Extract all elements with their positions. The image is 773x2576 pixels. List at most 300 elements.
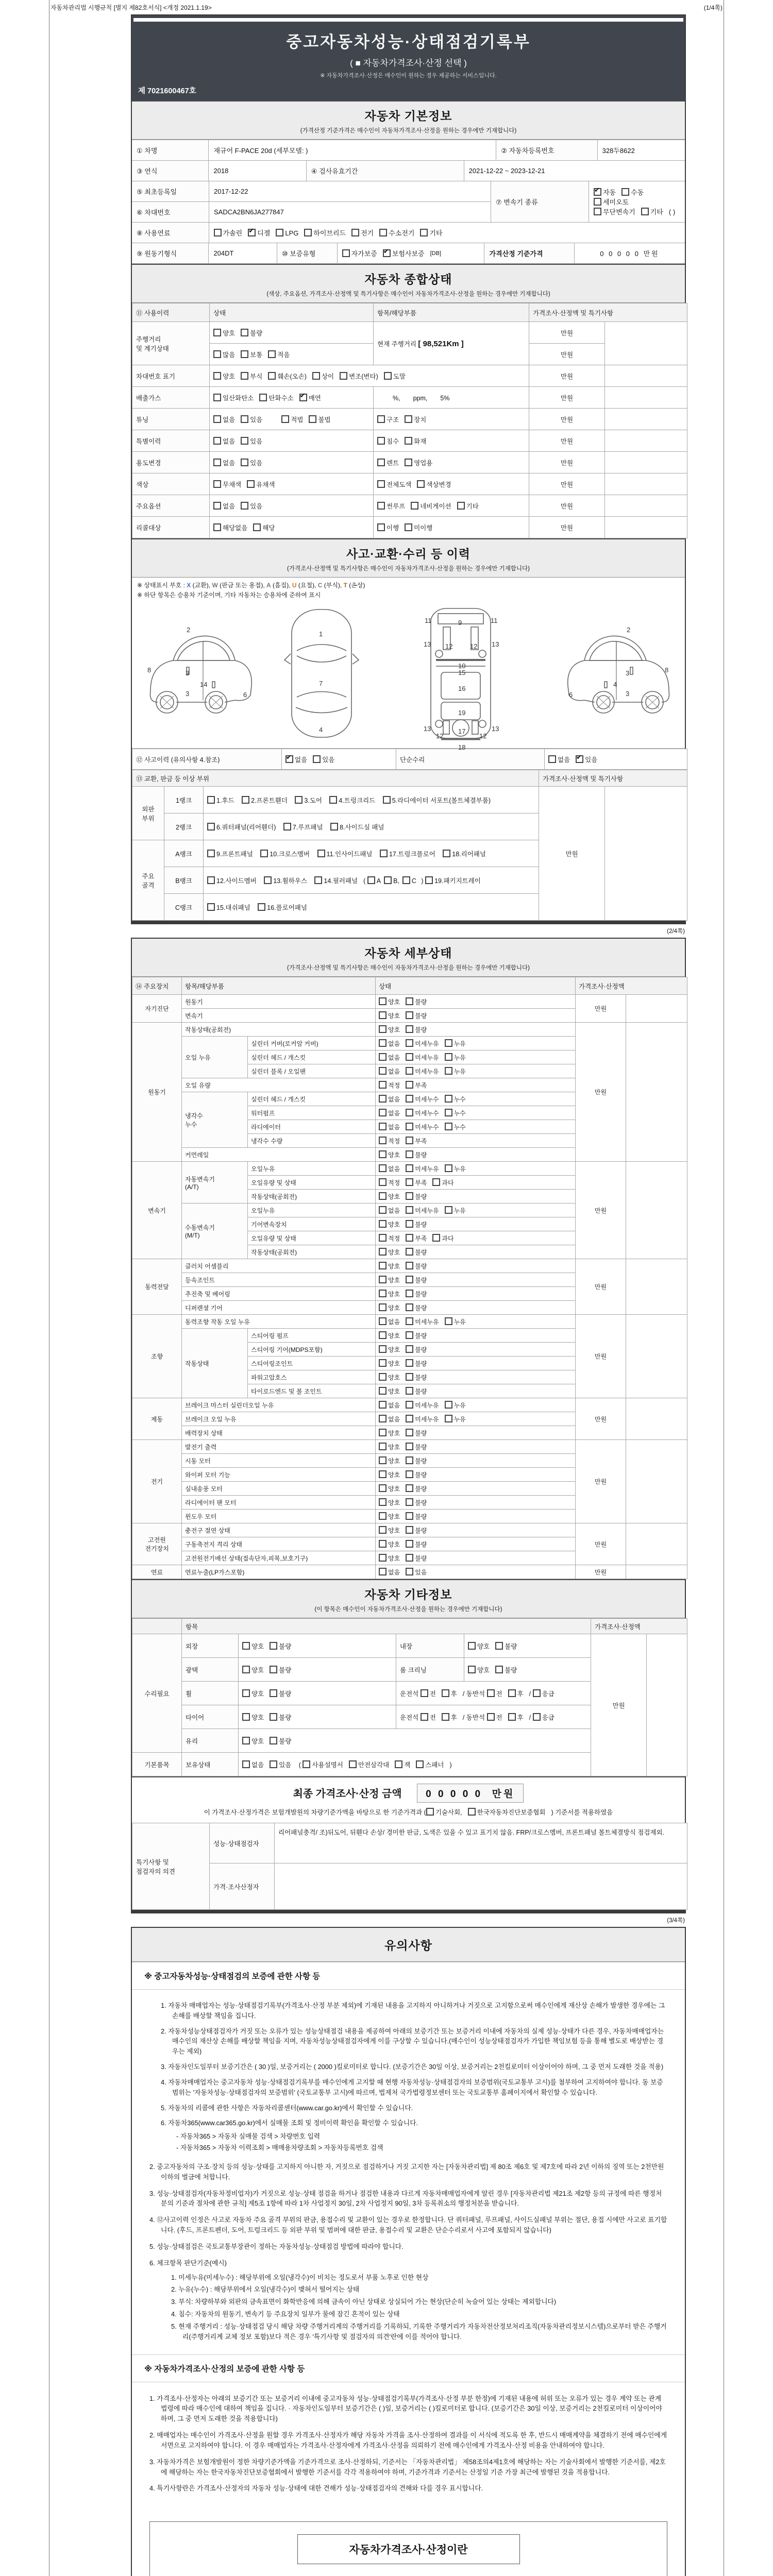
table-row bbox=[132, 1023, 687, 1037]
state-cell bbox=[210, 473, 374, 495]
checkbox-icon bbox=[349, 1760, 357, 1768]
checkbox-option: 부족 bbox=[406, 1178, 427, 1187]
notice-item: 2. 중고자동차의 구조·장치 등의 성능·상태를 고지하지 아니한 자, 거짓으로 점검하거나 거짓 고지한 자는 [자동차관리법] 제 80조 제6호 및 제7호에 따라 2년 이하의 징역 또는 2천만원 이하의 벌금에 처합니다. bbox=[149, 2162, 664, 2181]
checkbox-option: 불량 bbox=[406, 1025, 427, 1034]
checkbox-option: 불량 bbox=[406, 1345, 427, 1354]
checkbox-icon bbox=[384, 372, 392, 380]
checkbox-icon bbox=[405, 437, 412, 445]
section-title: 자동차 기타정보 bbox=[364, 1588, 452, 1601]
rank-label: C랭크 bbox=[164, 894, 204, 921]
checkbox-icon bbox=[379, 1401, 386, 1409]
checkbox-icon bbox=[406, 997, 413, 1005]
checkbox-option: 기술사회, bbox=[426, 1807, 462, 1817]
field-label: ⑥ 차대번호 bbox=[132, 202, 209, 223]
checkbox-icon bbox=[242, 1760, 250, 1768]
state-cell bbox=[376, 1106, 576, 1120]
item-cell: 오일누유 bbox=[248, 1204, 376, 1217]
checkbox-icon bbox=[443, 850, 450, 857]
checkbox-icon bbox=[264, 876, 272, 884]
checkbox-icon bbox=[379, 1150, 386, 1158]
checkbox-icon bbox=[416, 1760, 424, 1768]
item-cell: 기어변속장치 bbox=[248, 1217, 376, 1231]
row-label: 광택 bbox=[182, 1658, 239, 1682]
vehicle-diagram bbox=[132, 602, 685, 751]
checkbox-option: 불량 bbox=[406, 1512, 427, 1521]
checkbox-option: 미세누유 bbox=[406, 1039, 439, 1048]
checkbox-option: 도말 bbox=[384, 371, 406, 381]
checkbox-icon bbox=[406, 1206, 413, 1214]
item-cell bbox=[374, 517, 529, 538]
price-cell: 만원 bbox=[529, 409, 605, 430]
checkbox-icon bbox=[445, 1401, 452, 1409]
sub-label: 오일 누유 bbox=[182, 1037, 248, 1078]
state-cell bbox=[376, 1287, 576, 1301]
svg-text:3: 3 bbox=[626, 690, 630, 698]
checkbox-option: 있음 bbox=[241, 458, 262, 467]
checkbox-icon bbox=[213, 459, 221, 466]
state-cell bbox=[239, 1634, 396, 1658]
row-label: 외장 bbox=[182, 1634, 239, 1658]
item-cell: 운전석 전 후 / 동반석 전 후 / 응급 bbox=[396, 1682, 591, 1705]
fuel-options bbox=[209, 223, 685, 243]
item-cell: 배력장치 상태 bbox=[182, 1426, 376, 1440]
section-title: 유의사항 bbox=[384, 1939, 432, 1952]
checkbox-icon bbox=[260, 850, 268, 857]
checkbox-option: 훼손(오손) bbox=[268, 371, 307, 381]
checkbox-icon bbox=[406, 1512, 413, 1520]
item-cell: 실린더 헤드 / 개스킷 bbox=[248, 1092, 376, 1106]
checkbox-icon bbox=[329, 796, 337, 804]
item-cell: 실내송풍 모터 bbox=[182, 1482, 376, 1496]
checkbox-option: 14.필러패널 bbox=[314, 876, 358, 885]
checkbox-icon bbox=[367, 876, 375, 884]
checkbox-icon bbox=[594, 208, 601, 215]
price-cell: 만원 bbox=[539, 787, 605, 921]
checkbox-icon bbox=[445, 1164, 452, 1172]
state-cell bbox=[376, 1162, 576, 1176]
checkbox-icon bbox=[304, 229, 312, 236]
checkbox-icon bbox=[379, 1137, 386, 1144]
svg-text:19: 19 bbox=[458, 709, 466, 717]
checkbox-icon bbox=[379, 1443, 386, 1450]
checkbox-icon bbox=[406, 1373, 413, 1381]
svg-text:2: 2 bbox=[187, 626, 191, 634]
state-cell bbox=[282, 749, 396, 770]
checkbox-option: 미세누수 bbox=[406, 1095, 439, 1104]
col-header: 항목/해당부품 bbox=[182, 977, 376, 995]
checkbox-icon bbox=[313, 755, 321, 763]
state-cell bbox=[210, 430, 374, 452]
state-cell bbox=[239, 1729, 591, 1753]
checkbox-icon bbox=[421, 1713, 428, 1721]
section-note: (가격조사·산정액 및 특기사항은 매수인이 자동차가격조사·산정을 원하는 경우에만 기재합니다) bbox=[287, 566, 530, 572]
row-label: 유리 bbox=[182, 1729, 239, 1753]
svg-text:15: 15 bbox=[458, 669, 466, 676]
checkbox-option: 있음 bbox=[406, 1568, 427, 1577]
checkbox-icon bbox=[213, 329, 221, 336]
item-cell bbox=[374, 495, 529, 517]
item-cell: 파워고압호스 bbox=[248, 1370, 376, 1384]
checkbox-option: 과다 bbox=[432, 1178, 453, 1187]
svg-text:3: 3 bbox=[186, 690, 190, 698]
checkbox-option: 없음 bbox=[379, 1164, 400, 1173]
table-row bbox=[132, 1259, 687, 1273]
checkbox-option: 불량 bbox=[406, 997, 427, 1006]
notice-item: 3. 자동차인도일부터 보증기간은 ( 30 )일, 보증거리는 ( 2000 )킬로미터로 합니다. (보증기간은 30일 이상, 보증거리는 2천킬로미터 이상이어야 하며, 그 중 먼저 도래한 것을 적용) bbox=[161, 2063, 664, 2071]
field-value: SADCA2BN6JA277847 bbox=[209, 202, 491, 223]
checkbox-icon bbox=[342, 249, 350, 257]
checkbox-icon bbox=[379, 1081, 386, 1089]
state-cell bbox=[376, 1523, 576, 1537]
checkbox-option: 전 bbox=[487, 1689, 502, 1698]
checkbox-option: 무단변속기 bbox=[594, 207, 635, 216]
group-label: 변속기 bbox=[132, 1162, 182, 1259]
checkbox-icon bbox=[330, 823, 338, 831]
price-cell: 만원 bbox=[529, 344, 605, 365]
checkbox-icon bbox=[268, 372, 276, 380]
panel-items bbox=[204, 787, 539, 814]
checkbox-option: 불법 bbox=[309, 415, 330, 424]
state-symbol: T bbox=[343, 582, 347, 589]
checkbox-option: 누유 bbox=[445, 1053, 466, 1062]
checkbox-icon bbox=[379, 1387, 386, 1395]
item-cell: 브레이크 오일 누유 bbox=[182, 1412, 376, 1426]
field-value: 2017-12-22 bbox=[209, 181, 491, 202]
notice-item: 2. 매매업자는 매수인이 가격조사·산정을 원할 경우 가격조사·산정자가 해당 자동차 가격을 조사·산정하여 결과를 이 서식에 적도록 한 후, 반드시 매매계약을 체결하기 전에 매수인에게 서면으로 고지하여야 합니다. 이 경우 매매업자는 가격조사·산정자에게 가격조사·산정을 의뢰하기 전에 매수인에게 가격조사·산정 비용을 안내하여야 합니다. bbox=[149, 2431, 667, 2449]
document-subnote: ※ 자동차가격조사·산정은 매수인이 원하는 경우 제공하는 서비스입니다. bbox=[320, 73, 497, 79]
checkbox-option: 양호 bbox=[379, 1011, 400, 1020]
price-cell: 만원 bbox=[529, 387, 605, 409]
checkbox-icon bbox=[379, 1456, 386, 1464]
page2-block bbox=[131, 938, 686, 1913]
notice-item: 4. 자동차매매업자는 중고자동차 성능·상태점검기록부를 매수인에게 고지할 때 현행 자동차성능·상태점검자의 보증범위(국토교통부 고시)를 첨부하여 고지하여야 합니다. 동 보증범위는 '자동차성능·상태점검자의 보증범위' (국토교통부 고시)에 따르며, 법제처 국가법령정보센터 또는 국토교통부 홈페이지에서 확인할 수 있습니다. bbox=[161, 2078, 663, 2096]
checkbox-option: ✔ 디젤 bbox=[248, 228, 270, 238]
state-cell bbox=[376, 1329, 576, 1343]
note-cell bbox=[605, 517, 687, 538]
item-cell: 현재 주행거리 [ 98,521Km ] bbox=[374, 322, 529, 365]
checkbox-icon bbox=[406, 1109, 413, 1116]
checkbox-icon bbox=[406, 1039, 413, 1047]
checkbox-option: 양호 bbox=[379, 1345, 400, 1354]
checkbox-option: 적정 bbox=[379, 1178, 400, 1187]
svg-text:2: 2 bbox=[627, 626, 631, 634]
accident-history-table bbox=[132, 749, 687, 770]
row-label: 단순수리 bbox=[396, 749, 545, 770]
svg-text:12: 12 bbox=[445, 642, 453, 650]
row-label: 주행거리 및 계기상태 bbox=[132, 322, 210, 365]
svg-text:14: 14 bbox=[200, 681, 208, 688]
checkbox-icon bbox=[411, 502, 418, 510]
item-cell: 동력조향 작동 오일 누유 bbox=[182, 1315, 376, 1329]
item-cell: %, ppm, 5% bbox=[374, 387, 529, 409]
svg-text:10: 10 bbox=[458, 662, 466, 670]
state-symbol: X bbox=[187, 582, 191, 589]
checkbox-icon bbox=[406, 1067, 413, 1075]
checkbox-icon bbox=[432, 1234, 440, 1242]
checkbox-option: 미세누유 bbox=[406, 1317, 439, 1326]
checkbox-option: 11.인사이드패널 bbox=[317, 849, 373, 858]
checkbox-option: 유채색 bbox=[247, 480, 275, 489]
notice-item: 5. 성능·상태점검은 국토교통부장관이 정하는 자동차성능·상태점검 방법에 따라야 합니다. bbox=[149, 2242, 404, 2250]
item-cell: 원동기 bbox=[182, 995, 376, 1009]
state-cell bbox=[210, 322, 374, 344]
checkbox-option: 불량 bbox=[406, 1387, 427, 1396]
col-header: 항목/해당부품 bbox=[374, 303, 529, 322]
checkbox-option: 기타 bbox=[641, 207, 663, 216]
svg-text:13: 13 bbox=[424, 725, 431, 733]
checkbox-icon bbox=[445, 1039, 452, 1047]
detail-status-table bbox=[132, 977, 687, 1579]
state-cell bbox=[376, 1398, 576, 1412]
checkbox-option: 누유 bbox=[445, 1067, 466, 1076]
item-cell: 고전원전기배선 상태(접속단자,피복,보호기구) bbox=[182, 1551, 376, 1565]
checkbox-icon bbox=[241, 459, 248, 466]
table-row bbox=[132, 430, 687, 452]
checkbox-option: 후 bbox=[442, 1689, 457, 1698]
table-row bbox=[132, 365, 687, 387]
checkbox-option: 불량 bbox=[270, 1665, 291, 1674]
checkbox-icon bbox=[406, 1011, 413, 1019]
table-row bbox=[132, 517, 687, 538]
checkbox-option: 19.패키지트레이 bbox=[425, 876, 481, 885]
checkbox-icon bbox=[533, 1713, 541, 1721]
row-label: 휠 bbox=[182, 1682, 239, 1705]
document-number: 제 7021600467호 bbox=[138, 87, 196, 95]
checkbox-icon bbox=[495, 1666, 503, 1673]
state-cell bbox=[376, 1357, 576, 1370]
checkbox-option: 없음 bbox=[379, 1401, 400, 1410]
notice-item: 3. 성능·상태점검자(자동차정비업자)가 거짓으로 성능·상태 점검을 하거나 점검한 내용과 다르게 자동차매매업자에게 알린 경우 [자동차관리법 제21조 제2항 등의 규정에 따른 행정처분의 기준과 절차에 관한 규칙] 제5조 1항에 따라 1차 사업정지 30일, 2차 사업정지 90일, 3차 등록취소의 행정처분을 받습니다. bbox=[149, 2189, 662, 2208]
checkbox-option: 없음 bbox=[379, 1415, 400, 1423]
field-value: 328두8622 bbox=[598, 140, 685, 161]
price-cell: 만원 bbox=[576, 995, 626, 1023]
item-cell: 스티어링 기어(MDPS포함) bbox=[248, 1343, 376, 1357]
checkbox-option: 양호 bbox=[379, 1150, 400, 1159]
checkbox-icon bbox=[270, 1760, 277, 1768]
svg-text:8: 8 bbox=[665, 666, 669, 674]
form-meta-row bbox=[49, 1, 724, 14]
checkbox-option: 불량 bbox=[406, 1540, 427, 1549]
section-title: 사고·교환·수리 등 이력 bbox=[346, 547, 471, 561]
checkbox-option: 누유 bbox=[445, 1164, 466, 1173]
checkbox-option: LPG bbox=[276, 229, 298, 237]
checkbox-icon bbox=[213, 415, 221, 423]
notice-criteria-item: 1. 미세누유(미세누수) : 해당부위에 오일(냉각수)이 비치는 정도로서 부품 노후로 인한 현상 bbox=[171, 2273, 429, 2281]
section-detail-header bbox=[132, 939, 685, 977]
row-label: 성능·상태점검자 bbox=[210, 1823, 275, 1863]
checkbox-option: 응급 bbox=[533, 1689, 554, 1698]
item-cell: 작동상태(공회전) bbox=[182, 1023, 376, 1037]
sub-label: 자동변속기 (A/T) bbox=[182, 1162, 248, 1204]
checked-checkbox-icon bbox=[248, 229, 256, 236]
svg-text:3: 3 bbox=[186, 669, 190, 677]
checkbox-option: 해당없음 bbox=[213, 523, 247, 532]
checkbox-icon bbox=[379, 1554, 386, 1562]
col-header: 가격조사·산정액 bbox=[591, 1619, 687, 1634]
checkbox-icon bbox=[445, 1317, 452, 1325]
checkbox-option: 해당 bbox=[253, 523, 275, 532]
row-label: 리콜대상 bbox=[132, 517, 210, 538]
checkbox-option: 불량 bbox=[406, 1262, 427, 1270]
final-price-label: 최종 가격조사·산정 금액 bbox=[293, 1788, 402, 1800]
state-cell bbox=[376, 1496, 576, 1510]
checkbox-option: 적정 bbox=[379, 1137, 400, 1145]
checkbox-option: 없음 bbox=[213, 458, 235, 467]
checkbox-icon bbox=[241, 502, 248, 510]
table-row bbox=[132, 749, 687, 770]
notice-criteria-item: 3. 부식: 차량하부와 외판의 금속표면이 화학반응에 의해 금속이 아닌 상태로 상실되어 가는 현상(단순히 녹슬어 있는 상태는 제외합니다) bbox=[171, 2298, 557, 2306]
checkbox-icon bbox=[340, 372, 347, 380]
note-cell bbox=[605, 495, 687, 517]
checkbox-option: 있음 bbox=[241, 501, 262, 511]
checkbox-option: ✔ 없음 bbox=[285, 755, 307, 764]
checkbox-icon bbox=[241, 350, 248, 358]
checkbox-icon bbox=[213, 350, 221, 358]
notice-item: 1. 자동차 매매업자는 성능·상태점검기록부(가격조사·산정 부분 제외)에 기재된 내용을 고지하지 아니하거나 거짓으로 고지함으로써 매수인에게 재산상 손해가 발생한 경우에는 그 손해를 배상할 책임을 집니다. bbox=[161, 2002, 665, 2020]
checkbox-icon bbox=[377, 523, 385, 531]
checkbox-icon bbox=[379, 1248, 386, 1256]
state-cell bbox=[376, 1273, 576, 1287]
note-cell bbox=[605, 409, 687, 430]
checkbox-option: 양호 bbox=[213, 371, 235, 381]
checkbox-option: 없음 bbox=[213, 415, 235, 424]
price-appraisal-box bbox=[149, 2521, 667, 2576]
document-subtitle: ( ■ 자동차가격조사·산정 선택 ) bbox=[350, 58, 467, 68]
checkbox-icon bbox=[395, 1760, 402, 1768]
checkbox-option: 양호 bbox=[468, 1665, 490, 1674]
group-label: 기본품목 bbox=[132, 1753, 182, 1776]
state-cell bbox=[376, 1259, 576, 1273]
checkbox-icon bbox=[442, 1689, 449, 1697]
checkbox-icon bbox=[641, 208, 649, 215]
checkbox-option: 양호 bbox=[379, 1303, 400, 1312]
checkbox-icon bbox=[317, 850, 325, 857]
group-label: 연료 bbox=[132, 1565, 182, 1579]
price-cell: 만원 bbox=[529, 322, 605, 344]
notice-item: 2. 자동차성능상태점검자가 거짓 또는 오류가 있는 성능상태점검 내용을 제공하여 아래의 보증기간 또는 보증거리 이내에 자동차의 실제 성능·상태가 다른 경우, 자동차매매업자는 매수인의 재산상 손해를 배상할 책임을 지며, 자동차성능상태점검자에게 이를 구상할 수 있습니다.(매수인이 성능상태점검자가 가입한 책임보험 등을 통해 별도로 배상받는 경우는 제외) bbox=[161, 2027, 664, 2056]
checkbox-icon bbox=[406, 1220, 413, 1228]
field-label: ③ 연식 bbox=[132, 161, 209, 181]
group-label: 조향 bbox=[132, 1315, 182, 1398]
checkbox-option: 양호 bbox=[379, 1331, 400, 1340]
page1-block bbox=[131, 14, 686, 924]
svg-text:13: 13 bbox=[492, 640, 499, 648]
document-title: 중고자동차성능·상태점검기록부 bbox=[286, 33, 531, 51]
state-cell bbox=[376, 1315, 576, 1329]
checkbox-option: 응급 bbox=[533, 1713, 554, 1722]
checkbox-option: 불량 bbox=[406, 1248, 427, 1257]
notice-bullet: - 자동차365 > 자동차 이력조회 > 매매용차량조회 > 자동차등록번호 검색 bbox=[176, 2144, 383, 2152]
svg-text:3: 3 bbox=[626, 669, 630, 677]
checkbox-option: 불량 bbox=[406, 1456, 427, 1465]
checkbox-option: 기타 bbox=[420, 228, 442, 238]
checkbox-option: ✔ 매연 bbox=[299, 393, 321, 402]
table-row bbox=[132, 409, 687, 430]
checkbox-icon bbox=[406, 1164, 413, 1172]
checkbox-option: 양호 bbox=[379, 1220, 400, 1229]
state-cell bbox=[376, 1064, 576, 1078]
checkbox-option: 불량 bbox=[406, 1359, 427, 1368]
checkbox-icon bbox=[533, 1689, 541, 1697]
state-cell bbox=[376, 1482, 576, 1496]
notice-item: 4. ⑫사고이력 인정은 사고로 자동차 주요 골격 부위의 판금, 용접수리 및 교환이 있는 경우로 한정합니다. 단 쿼터패널, 루프패널, 사이드실패널 부위는 절단, 용접 시에만 사고로 표기합니다. (후드, 프론트펜더, 도어, 트렁크리드 등 외판 부위 및 범퍼에 대한 판금, 용접수리 및 교환은 단순수리로서 사고에 포함되지 않습니다) bbox=[149, 2216, 667, 2234]
price-appraisal-box-title: 자동차가격조사·산정이란 bbox=[297, 2534, 520, 2564]
item-cell: 실린더 커버(로커암 커버) bbox=[248, 1037, 376, 1050]
section-title: 자동차 기본정보 bbox=[364, 109, 452, 123]
checkbox-icon bbox=[241, 437, 248, 445]
checkbox-option: 6.쿼터패널(리어휀더) bbox=[207, 822, 276, 832]
checkbox-option: 누유 bbox=[445, 1317, 466, 1326]
checkbox-icon bbox=[379, 1123, 386, 1130]
checkbox-icon bbox=[379, 1276, 386, 1283]
section-note: (가격조사·산정액 및 특기사항은 매수인이 자동차가격조사·산정을 원하는 경우에만 기재합니다) bbox=[287, 965, 530, 971]
item-cell: 작동상태(공회전) bbox=[248, 1245, 376, 1259]
checkbox-icon bbox=[213, 394, 221, 401]
state-cell bbox=[376, 1301, 576, 1315]
checkbox-icon bbox=[405, 459, 412, 466]
svg-text:13: 13 bbox=[424, 640, 431, 648]
checkbox-option: 적음 bbox=[268, 350, 290, 359]
notice-item: 3. 자동차가격은 보험개발원이 정한 차량기준가액을 기준가격으로 조사·산정하되, 기준서는 「자동차관리법」 제58조의4제1호에 해당하는 자는 기술사회에서 발행한 기준서를, 제2호에 해당하는 자는 한국자동차진단보증협회에서 발행한 기준서를 각각 적용하여야 하며, 기준가격과 기준서는 산정일 기준 가장 최근에 발행된 것을 적용합니다. bbox=[149, 2458, 666, 2476]
checkbox-icon bbox=[276, 229, 283, 236]
checkbox-icon bbox=[377, 480, 385, 488]
section-note: (이 항목은 매수인이 자동차가격조사·산정을 원하는 경우에만 기재합니다) bbox=[314, 1606, 502, 1613]
checkbox-option: 없음 bbox=[379, 1109, 400, 1117]
checkbox-icon bbox=[242, 1666, 250, 1673]
checkbox-option: 부족 bbox=[406, 1081, 427, 1090]
state-cell bbox=[210, 517, 374, 538]
row-label: 색상 bbox=[132, 473, 210, 495]
checkbox-icon bbox=[406, 1359, 413, 1367]
checkbox-option: 10.크로스멤버 bbox=[260, 849, 310, 858]
item-cell: 커먼레일 bbox=[182, 1148, 376, 1162]
checkbox-option: 미세누수 bbox=[406, 1123, 439, 1131]
row-label: 타이어 bbox=[182, 1705, 239, 1729]
checkbox-option: 색상변경 bbox=[417, 480, 451, 489]
price-cell: 만원 bbox=[576, 1523, 626, 1565]
checkbox-option: 무채색 bbox=[213, 480, 241, 489]
checkbox-option: 9.프론트패널 bbox=[207, 849, 253, 858]
checked-checkbox-icon bbox=[285, 755, 293, 763]
note-cell bbox=[605, 473, 687, 495]
checkbox-icon bbox=[406, 1345, 413, 1353]
checkbox-icon bbox=[379, 1470, 386, 1478]
checkbox-icon bbox=[207, 850, 215, 857]
price-cell: 만원 bbox=[576, 1565, 626, 1579]
item-cell: 윈도우 모터 bbox=[182, 1510, 376, 1523]
checkbox-icon bbox=[487, 1713, 495, 1721]
item-cell: 실린더 블록 / 오일팬 bbox=[248, 1064, 376, 1078]
checkbox-option: 불량 bbox=[406, 1526, 427, 1535]
checkbox-icon bbox=[406, 1401, 413, 1409]
group-label: 제동 bbox=[132, 1398, 182, 1440]
checkbox-option: 양호 bbox=[379, 1554, 400, 1563]
table-row bbox=[132, 787, 687, 814]
checkbox-option: 전체도색 bbox=[377, 480, 411, 489]
checkbox-icon bbox=[468, 1642, 476, 1650]
checkbox-option: 미세누수 bbox=[406, 1109, 439, 1117]
row-label: 주요옵션 bbox=[132, 495, 210, 517]
checkbox-option: 스패너 bbox=[416, 1760, 444, 1769]
checkbox-icon bbox=[406, 1192, 413, 1200]
checkbox-icon bbox=[303, 1760, 310, 1768]
checkbox-option: 적정 bbox=[379, 1234, 400, 1243]
price-cell: 만원 bbox=[529, 430, 605, 452]
checkbox-icon bbox=[406, 1443, 413, 1450]
checkbox-option: 화재 bbox=[405, 436, 426, 446]
checkbox-icon bbox=[377, 415, 385, 423]
checkbox-option: 없음 bbox=[379, 1317, 400, 1326]
